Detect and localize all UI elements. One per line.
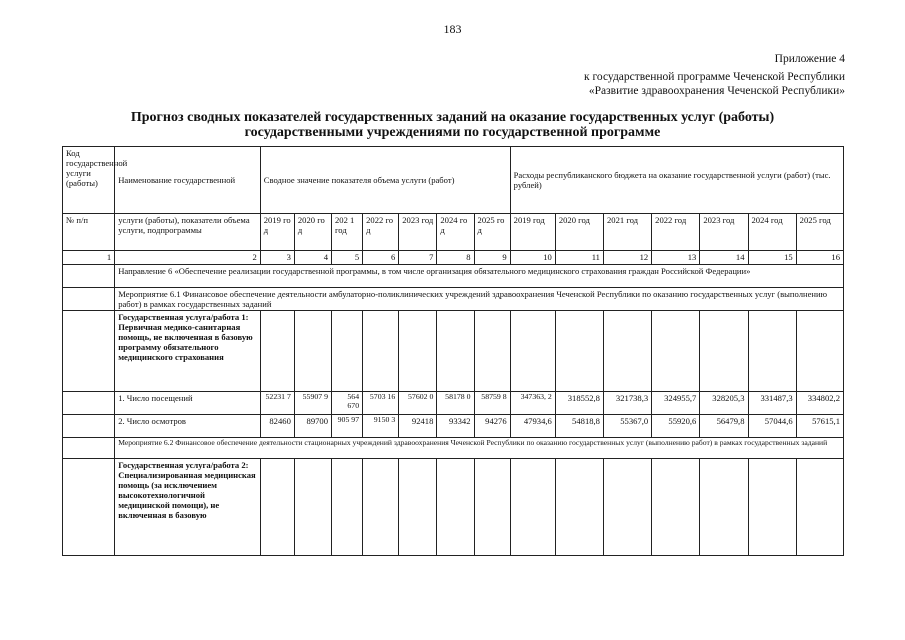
expense-value: 321738,3	[603, 392, 651, 415]
measure-row	[63, 438, 844, 459]
service-2-name: Государственная услуга/работа 2: Специализированная медицинская помощь (за исключением высокотехнологичной медицинской помощи), не включенная в базовую	[115, 459, 261, 556]
empty-cell	[260, 311, 294, 392]
header-num: № п/п	[63, 214, 115, 251]
empty-cell	[748, 311, 796, 392]
column-number: 16	[796, 251, 843, 265]
column-number: 5	[332, 251, 363, 265]
expense-value: 54818,8	[555, 415, 603, 438]
column-number: 13	[652, 251, 700, 265]
header-code: Код государственной услуги (работы)	[63, 147, 115, 214]
volume-value: 905 97	[332, 415, 363, 438]
service-row	[63, 311, 844, 392]
volume-year-header: 2025 год	[474, 214, 510, 251]
measure-row	[63, 288, 844, 311]
empty-cell	[63, 392, 115, 415]
page-number: 183	[443, 22, 462, 36]
volume-year-header: 2022 год	[363, 214, 399, 251]
expense-year-header: 2025 год	[796, 214, 843, 251]
empty-cell	[63, 311, 115, 392]
expense-value: 57044,6	[748, 415, 796, 438]
column-number: 11	[555, 251, 603, 265]
volume-value: 94276	[474, 415, 510, 438]
volume-value: 9150 3	[363, 415, 399, 438]
empty-cell	[363, 311, 399, 392]
empty-cell	[603, 311, 651, 392]
column-number: 15	[748, 251, 796, 265]
empty-cell	[63, 415, 115, 438]
empty-cell	[474, 311, 510, 392]
volume-value: 5703 16	[363, 392, 399, 415]
appendix-label: Приложение 4	[774, 53, 845, 65]
measure-1-text: Мероприятие 6.1 Финансовое обеспечение деятельности амбулаторно-поликлинических учреждений здравоохранения Чеченской Республики по оказанию государственных услуг (выполнению работ) в рамках государственных заданий	[115, 288, 844, 311]
volume-value: 55907 9	[294, 392, 331, 415]
empty-cell	[332, 311, 363, 392]
table-row	[63, 415, 844, 438]
expense-year-header: 2021 год	[603, 214, 651, 251]
empty-cell	[700, 311, 748, 392]
column-number: 9	[474, 251, 510, 265]
direction-row	[63, 265, 844, 288]
empty-cell	[260, 459, 294, 556]
header-volume: Сводное значение показателя объема услуги (работ)	[260, 147, 510, 214]
volume-year-header: 202 1 год	[332, 214, 363, 251]
empty-cell	[63, 265, 115, 288]
empty-cell	[510, 311, 555, 392]
empty-cell	[294, 459, 331, 556]
empty-cell	[437, 311, 474, 392]
expense-value: 318552,8	[555, 392, 603, 415]
expense-year-header: 2019 год	[510, 214, 555, 251]
header-name: Наименование государственной	[115, 147, 261, 214]
volume-value: 57602 0	[399, 392, 437, 415]
empty-cell	[510, 459, 555, 556]
measure-2-text: Мероприятие 6.2 Финансовое обеспечение деятельности стационарных учреждений здравоохранения Чеченской Республики по оказанию государственных услуг (выполнению работ) в рамках государственных заданий	[115, 438, 844, 459]
empty-cell	[332, 459, 363, 556]
volume-value: 92418	[399, 415, 437, 438]
document-title	[60, 110, 845, 140]
empty-cell	[437, 459, 474, 556]
empty-cell	[474, 459, 510, 556]
header-name-cont: услуги (работы), показатели объема услуги, подпрограммы	[115, 214, 261, 251]
column-number: 3	[260, 251, 294, 265]
expense-year-header: 2024 год	[748, 214, 796, 251]
column-number: 1	[63, 251, 115, 265]
volume-year-header: 2020 год	[294, 214, 331, 251]
expense-value: 328205,3	[700, 392, 748, 415]
volume-value: 89700	[294, 415, 331, 438]
column-numbers-row	[63, 251, 844, 265]
column-number: 12	[603, 251, 651, 265]
empty-cell	[555, 459, 603, 556]
header-row-1	[63, 147, 844, 214]
table-row	[63, 392, 844, 415]
volume-value: 82460	[260, 415, 294, 438]
empty-cell	[555, 311, 603, 392]
empty-cell	[603, 459, 651, 556]
direction-text: Направление 6 «Обеспечение реализации государственной программы, в том числе организация обязательного медицинского страхования граждан Российской Федерации»	[115, 265, 844, 288]
appendix-line-1: к государственной программе Чеченской Республики	[584, 71, 845, 83]
volume-value: 58759 8	[474, 392, 510, 415]
volume-year-header: 2023 год	[399, 214, 437, 251]
empty-cell	[796, 459, 843, 556]
column-number: 14	[700, 251, 748, 265]
expense-value: 56479,8	[700, 415, 748, 438]
expense-value: 334802,2	[796, 392, 843, 415]
volume-value: 93342	[437, 415, 474, 438]
empty-cell	[399, 311, 437, 392]
column-number: 6	[363, 251, 399, 265]
title-line-2: государственными учреждениями по государственной программе	[244, 125, 661, 140]
title-line-1: Прогноз сводных показателей государственных заданий на оказание государственных услуг (работы)	[130, 110, 775, 125]
empty-cell	[700, 459, 748, 556]
empty-cell	[652, 459, 700, 556]
appendix-note	[584, 52, 845, 98]
expense-value: 47934,6	[510, 415, 555, 438]
header-row-2	[63, 214, 844, 251]
empty-cell	[399, 459, 437, 556]
column-number: 4	[294, 251, 331, 265]
service-1-name: Государственная услуга/работа 1: Первичная медико-санитарная помощь, не включенная в базовую программу обязательного медицинского страхования	[115, 311, 261, 392]
expense-value: 55367,0	[603, 415, 651, 438]
header-expenses: Расходы республиканского бюджета на оказание государственной услуги (работ) (тыс. рублей)	[510, 147, 843, 214]
expense-value: 57615,1	[796, 415, 843, 438]
empty-cell	[652, 311, 700, 392]
expense-value: 324955,7	[652, 392, 700, 415]
volume-value: 58178 0	[437, 392, 474, 415]
empty-cell	[63, 288, 115, 311]
empty-cell	[63, 438, 115, 459]
row-label: 2. Число осмотров	[115, 415, 261, 438]
column-number: 7	[399, 251, 437, 265]
expense-value: 347363, 2	[510, 392, 555, 415]
service-row	[63, 459, 844, 556]
empty-cell	[63, 459, 115, 556]
appendix-line-2: «Развитие здравоохранения Чеченской Республики»	[588, 85, 845, 97]
volume-year-header: 2024 год	[437, 214, 474, 251]
column-number: 10	[510, 251, 555, 265]
empty-cell	[796, 311, 843, 392]
expense-value: 331487,3	[748, 392, 796, 415]
volume-value: 564 670	[332, 392, 363, 415]
volume-value: 52231 7	[260, 392, 294, 415]
volume-year-header: 2019 год	[260, 214, 294, 251]
expense-year-header: 2020 год	[555, 214, 603, 251]
expense-year-header: 2023 год	[700, 214, 748, 251]
indicators-table	[62, 146, 844, 556]
expense-year-header: 2022 год	[652, 214, 700, 251]
expense-value: 55920,6	[652, 415, 700, 438]
row-label: 1. Число посещений	[115, 392, 261, 415]
empty-cell	[363, 459, 399, 556]
empty-cell	[748, 459, 796, 556]
column-number: 2	[115, 251, 261, 265]
column-number: 8	[437, 251, 474, 265]
empty-cell	[294, 311, 331, 392]
